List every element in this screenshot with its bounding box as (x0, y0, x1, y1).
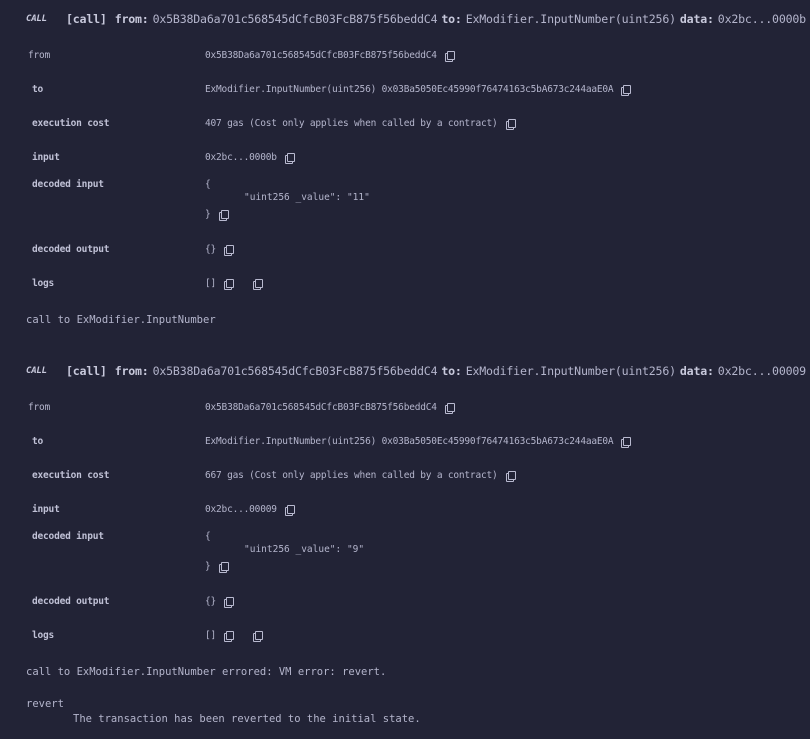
copy-icon[interactable] (224, 597, 233, 607)
decoded-input-label: decoded input (32, 179, 104, 190)
call-header[interactable] (26, 10, 810, 28)
copy-icon[interactable] (224, 245, 233, 255)
from-value (205, 402, 454, 413)
to-label: to (32, 84, 44, 95)
call-tag: CALL (26, 366, 47, 376)
data-value: 0x2bc...00009 (717, 364, 806, 378)
call-header[interactable] (26, 362, 810, 380)
from-value-text: 0x5B38Da6a701c568545dCfcB03FcB875f56beddC4 (205, 50, 437, 61)
from-label: from (28, 50, 51, 61)
logs-label: logs (32, 278, 55, 289)
decoded-output-value (205, 244, 233, 255)
from-keyword: from: (114, 364, 149, 378)
to-row (26, 434, 766, 450)
execution-cost-row (26, 116, 766, 132)
to-value-text: ExModifier.InputNumber(uint256) 0x03Ba5050Ec45990f76474163c5bA673c244aaE0A (205, 436, 614, 447)
copy-icon[interactable] (219, 210, 228, 220)
decoded-input-open: { (205, 179, 211, 190)
decoded-output-label: decoded output (32, 596, 110, 607)
revert-detail: The transaction has been reverted to the initial state. (73, 713, 421, 725)
copy-icon[interactable] (253, 631, 262, 641)
decoded-input-close-row (26, 559, 766, 575)
decoded-input-close-row (26, 207, 766, 223)
copy-icon[interactable] (224, 279, 233, 289)
call-tag: CALL (26, 14, 47, 24)
to-label: to (32, 436, 44, 447)
execution-cost-text: 407 gas (Cost only applies when called by a contract) (205, 118, 498, 129)
from-value-text: 0x5B38Da6a701c568545dCfcB03FcB875f56beddC4 (205, 402, 437, 413)
decoded-output-text: {} (205, 244, 217, 255)
from-keyword: from: (114, 12, 149, 26)
logs-text: [] (205, 630, 217, 641)
input-value-text: 0x2bc...0000b (205, 152, 277, 163)
decoded-input-open: { (205, 531, 211, 542)
decoded-input-close (205, 209, 228, 220)
copy-icon[interactable] (445, 51, 454, 61)
logs-value (205, 630, 262, 641)
from-label: from (28, 402, 51, 413)
to-keyword: to: (441, 364, 462, 378)
logs-label: logs (32, 630, 55, 641)
execution-cost-value (205, 118, 515, 129)
execution-cost-label: execution cost (32, 470, 110, 481)
decoded-input-label: decoded input (32, 531, 104, 542)
to-function: ExModifier.InputNumber(uint256) (465, 12, 676, 26)
copy-icon[interactable] (621, 85, 630, 95)
from-value (205, 50, 454, 61)
from-row (26, 48, 766, 64)
call-message: call to ExModifier.InputNumber (26, 314, 216, 326)
logs-row (26, 628, 766, 644)
copy-icon[interactable] (621, 437, 630, 447)
decoded-input-close-text: } (205, 561, 211, 572)
execution-cost-text: 667 gas (Cost only applies when called by a contract) (205, 470, 498, 481)
decoded-output-label: decoded output (32, 244, 110, 255)
from-address: 0x5B38Da6a701c568545dCfcB03FcB875f56beddC4 (152, 12, 438, 26)
decoded-output-value (205, 596, 233, 607)
execution-cost-row (26, 468, 766, 484)
to-row (26, 82, 766, 98)
decoded-input-param: "uint256 _value": "9" (244, 544, 365, 555)
decoded-output-row (26, 242, 766, 258)
decoded-output-text: {} (205, 596, 217, 607)
data-value: 0x2bc...0000b (717, 12, 806, 26)
copy-icon[interactable] (253, 279, 262, 289)
execution-cost-label: execution cost (32, 118, 110, 129)
input-value (205, 152, 294, 163)
decoded-output-row (26, 594, 766, 610)
data-keyword: data: (679, 12, 714, 26)
copy-icon[interactable] (445, 403, 454, 413)
input-label: input (32, 504, 60, 515)
to-function: ExModifier.InputNumber(uint256) (465, 364, 676, 378)
copy-icon[interactable] (506, 119, 515, 129)
logs-text: [] (205, 278, 217, 289)
logs-row (26, 276, 766, 292)
decoded-input-row (26, 529, 766, 545)
to-value (205, 84, 630, 95)
data-keyword: data: (679, 364, 714, 378)
execution-cost-value (205, 470, 515, 481)
from-address: 0x5B38Da6a701c568545dCfcB03FcB875f56beddC4 (152, 364, 438, 378)
from-row (26, 400, 766, 416)
copy-icon[interactable] (285, 505, 294, 515)
input-label: input (32, 152, 60, 163)
copy-icon[interactable] (285, 153, 294, 163)
decoded-input-close (205, 561, 228, 572)
to-keyword: to: (441, 12, 462, 26)
decoded-input-row (26, 177, 766, 193)
call-keyword: [call] (66, 12, 107, 26)
call-error-message: call to ExModifier.InputNumber errored: VM error: revert. (26, 666, 387, 678)
input-row (26, 150, 766, 166)
call-keyword: [call] (66, 364, 107, 378)
decoded-input-close-text: } (205, 209, 211, 220)
revert-title: revert (26, 698, 64, 710)
to-value-text: ExModifier.InputNumber(uint256) 0x03Ba5050Ec45990f76474163c5bA673c244aaE0A (205, 84, 614, 95)
copy-icon[interactable] (506, 471, 515, 481)
to-value (205, 436, 630, 447)
copy-icon[interactable] (224, 631, 233, 641)
input-value (205, 504, 294, 515)
decoded-input-param: "uint256 _value": "11" (244, 192, 370, 203)
copy-icon[interactable] (219, 562, 228, 572)
input-row (26, 502, 766, 518)
input-value-text: 0x2bc...00009 (205, 504, 277, 515)
logs-value (205, 278, 262, 289)
